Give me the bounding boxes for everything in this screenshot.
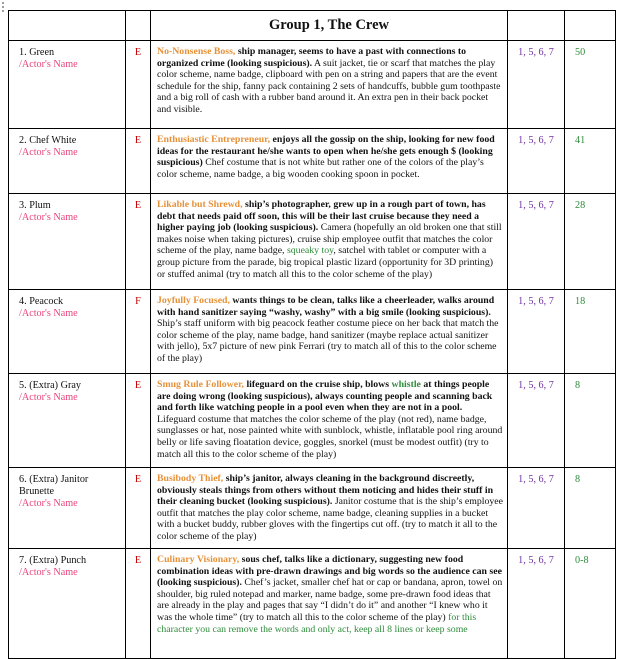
role-summary: ship’s photographer, grew up in a rough part of town, has debt that needs paid off soon, this will be their last cruise because they need a higher paying job (looking suspicious). — [157, 199, 486, 234]
actor-name-field[interactable]: /Actor's Name — [19, 59, 78, 71]
table-row — [9, 290, 616, 374]
costume-notes: Camera (hopefully an old broken one that still makes noise when taking pictures), cruise ship employee outfit that matches the color scheme of the play, name badge, — [157, 222, 502, 257]
role-summary: lifeguard on the cruise ship, blows — [244, 379, 392, 390]
grade-cell: E — [126, 194, 151, 290]
table-title: Group 1, The Crew — [151, 11, 508, 41]
description-cell — [151, 194, 508, 290]
role-summary-cont: at things people are doing wrong (looking suspicious), always counting people and scanning back and forth like watching people in a pool even when they are not in a pool. — [157, 379, 493, 414]
scenes-cell: 1, 5, 6, 7 — [508, 549, 565, 659]
description-cell — [151, 41, 508, 129]
scenes-cell: 1, 5, 6, 7 — [508, 374, 565, 468]
character-name: 3. Plum — [19, 200, 51, 211]
role-summary: enjoys all the gossip on the ship, looking for new food ideas for the restaurant he/she wants to open when he/she gets enough $ (looking suspicious) — [157, 134, 495, 169]
actor-name-field[interactable]: /Actor's Name — [19, 212, 78, 224]
lines-cell: 8 — [565, 468, 616, 549]
costume-notes: Chef’s jacket, smaller chef hat or cap or bandana, apron, towel on shoulder, big ruled notepad and marker, name badge, some pre-drawn food ideas that are already in the play and pages that say “I didn’t do it” and another “I knew who it was the whole time” (try to match all this to the color scheme of the play) — [157, 577, 503, 623]
table-row — [9, 374, 616, 468]
description-cell — [151, 290, 508, 374]
scenes-cell: 1, 5, 6, 7 — [508, 468, 565, 549]
trait-label: Enthusiastic Entrepreneur, — [157, 134, 271, 145]
costume-notes: Lifeguard costume that matches the color scheme of the play (not red), name badge, sunglasses or hat, nose painted white with sunblock, whistle, inflatable pool ring around belly or life saving floatation device, goggles, snorkel (must be modest outfit) (try to match all this to the color scheme of the play) — [157, 413, 503, 460]
costume-notes: A suit jacket, tie or scarf that matches the play color scheme, name badge, clipboard with pen on a string and papers that are the event schedule for the ship, fanny pack containing 2 sets of handcuffs, bubble gum toothpaste and a big roll of cash with a rubber band around it. An extra pen in their back pocket and visible. — [157, 57, 501, 115]
grade-cell: E — [126, 41, 151, 129]
actor-name-field[interactable]: /Actor's Name — [19, 308, 78, 320]
actor-name-field[interactable]: /Actor's Name — [19, 567, 78, 579]
grade-cell: E — [126, 129, 151, 194]
lines-cell: 28 — [565, 194, 616, 290]
director-note: for this character you can remove the words and only act, keep all 8 lines or keep some — [157, 611, 477, 635]
description-cell — [151, 129, 508, 194]
trait-label: Culinary Visionary, — [157, 554, 240, 565]
grade-cell: E — [126, 374, 151, 468]
scenes-cell: 1, 5, 6, 7 — [508, 290, 565, 374]
crew-table — [8, 10, 616, 659]
trait-label: Likable but Shrewd, — [157, 199, 243, 210]
scenes-cell: 1, 5, 6, 7 — [508, 41, 565, 129]
actor-name-field[interactable]: /Actor's Name — [19, 392, 78, 404]
table-row — [9, 468, 616, 549]
costume-notes: Janitor costume that is the ship’s employee outfit that matches the play color scheme, name badge, cleaning supplies in a bucket with a bucket buddy, rubber gloves with the fingertips cut off. (try to match it all to the color scheme of the play) — [157, 496, 503, 542]
ruler-marker — [2, 2, 5, 10]
trait-label: Busibody Thief, — [157, 473, 224, 484]
lines-cell: 8 — [565, 374, 616, 468]
table-row — [9, 194, 616, 290]
character-name: 1. Green — [19, 47, 55, 58]
actor-name-field[interactable]: /Actor's Name — [19, 147, 78, 159]
actor-name-field[interactable]: /Actor's Name — [19, 498, 78, 510]
table-row — [9, 129, 616, 194]
character-name: 5. (Extra) Gray — [19, 380, 81, 391]
description-cell — [151, 549, 508, 659]
costume-notes: Ship’s staff uniform with big peacock feather costume piece on her back that match the color scheme of the play, name badge, hand sanitizer (maybe replace actual sanitizer with jello), 5x7 picture of new pink Ferrari (try to match all of this to the color scheme of the play) — [157, 318, 499, 364]
trait-label: Joyfully Focused, — [157, 295, 230, 306]
description-cell — [151, 374, 508, 468]
trait-label: No-Nonsense Boss, — [157, 46, 236, 57]
role-summary: sous chef, talks like a dictionary, suggesting new food combination ideas with pre-drawn drawings and big words so the audience can see (looking suspicious). — [157, 554, 502, 589]
lines-cell: 41 — [565, 129, 616, 194]
character-name: 7. (Extra) Punch — [19, 555, 87, 566]
lines-cell: 0-8 — [565, 549, 616, 659]
grade-cell: E — [126, 468, 151, 549]
grade-cell: F — [126, 290, 151, 374]
costume-notes: Chef costume that is not white but rather one of the colors of the play’s color scheme, name badge, a big wooden cooking spoon in pocket. — [157, 157, 484, 180]
description-cell — [151, 468, 508, 549]
scenes-cell: 1, 5, 6, 7 — [508, 129, 565, 194]
lines-cell: 50 — [565, 41, 616, 129]
character-name: 6. (Extra) Janitor Brunette — [19, 474, 89, 498]
table-row — [9, 41, 616, 129]
highlighted-prop: squeaky toy — [286, 245, 334, 257]
scenes-cell: 1, 5, 6, 7 — [508, 194, 565, 290]
character-name: 4. Peacock — [19, 296, 64, 307]
trait-label: Smug Rule Follower, — [157, 379, 244, 390]
highlighted-prop: whistle — [391, 379, 421, 390]
role-summary: ship manager, seems to have a past with connections to organized crime (looking suspicious). — [157, 46, 467, 69]
lines-cell: 18 — [565, 290, 616, 374]
character-name: 2. Chef White — [19, 135, 77, 146]
role-summary: ship’s janitor, always cleaning in the background discreetly, obviously steals things from others without them noticing and hides their stuff in their cleaning bucket (looking suspicious). — [157, 473, 494, 508]
grade-cell: E — [126, 549, 151, 659]
costume-notes-cont: , satchel with tablet or computer with a group picture from the parade, big tropical plastic lizard (opportunity for 3D printing) or stuffed animal (try to match all this to the color scheme of the play) — [157, 245, 493, 280]
role-summary: wants things to be clean, talks like a cheerleader, walks around with hand sanitizer saying “washy, washy” with a big smile (looking suspicious). — [157, 295, 495, 318]
table-row — [9, 549, 616, 659]
header-row — [9, 11, 616, 41]
